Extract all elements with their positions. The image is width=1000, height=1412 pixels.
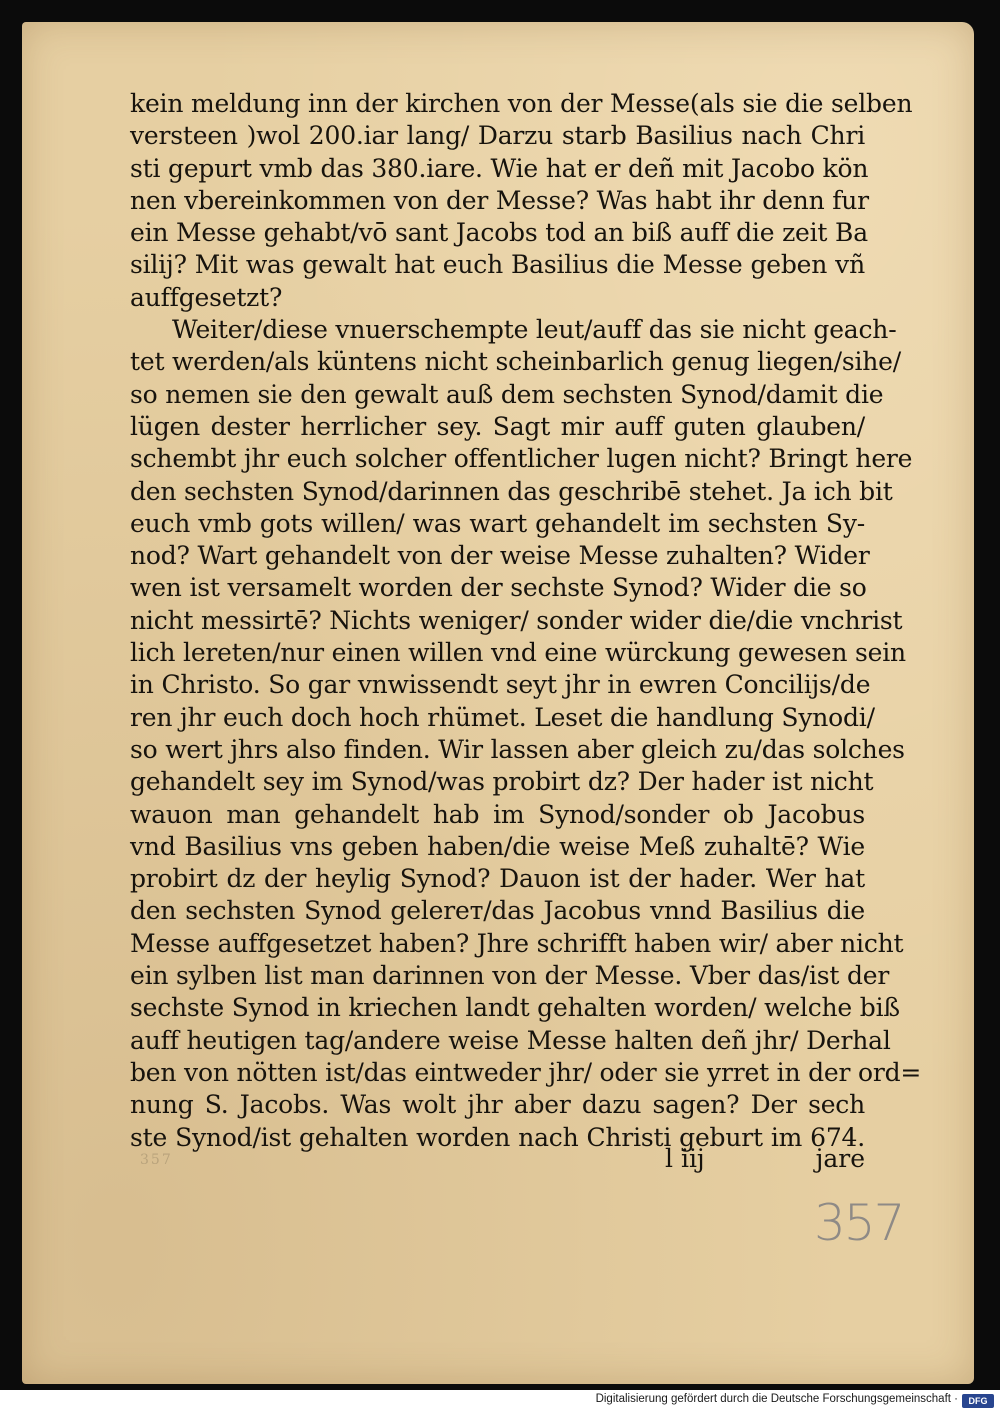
credit-text: Digitalisierung gefördert durch die Deutsche Forschungsgemeinschaft ·	[595, 1393, 958, 1405]
book-page	[22, 22, 974, 1384]
text-line: wauon man gehandelt hab im Synod/sonder ob Jacobus	[130, 799, 865, 829]
text-line: kein meldung inn der kirchen von der Messe(als sie die selben	[130, 89, 913, 118]
text-line: Weiter/diese vnuerschempte leut/auff das sie nicht geach-	[172, 315, 897, 345]
text-line: ein Messe gehabt/vō sant Jacobs tod an biß auff die zeit Ba	[130, 218, 868, 248]
text-line: ein sylben list man darinnen von der Messe. Vber das/ist der	[130, 961, 890, 991]
text-line: silij? Mit was gewalt hat euch Basilius die Messe geben vñ	[130, 250, 865, 280]
text-line: gehandelt sey im Synod/was probirt dz? Der hader ist nicht	[130, 767, 874, 797]
text-line: sechste Synod in kriechen landt gehalten worden/ welche biß	[130, 993, 900, 1023]
text-block	[130, 88, 922, 1154]
page-footer	[130, 1144, 865, 1176]
text-line: nicht messirtē? Nichts weniger/ sonder wider die/die vnchrist	[130, 605, 903, 635]
faint-bleed-through-mark: 357	[140, 1152, 173, 1168]
catchword: jare	[815, 1144, 865, 1173]
text-line: lich lereten/nur einen willen vnd eine würckung gewesen sein	[130, 638, 906, 668]
text-line: nod? Wart gehandelt von der weise Messe zuhalten? Wider	[130, 541, 870, 571]
text-line: versteen )wol 200.iar lang/ Darzu starb Basilius nach Chri	[130, 121, 865, 151]
text-line: ben von nötten ist/das eintweder jhr/ oder sie yrret in der ord=	[130, 1057, 922, 1087]
text-line: lügen dester herrlicher sey. Sagt mir auff guten glauben/	[130, 411, 865, 441]
text-line: vnd Basilius vns geben haben/die weise Meß zuhaltē? Wie	[130, 831, 865, 861]
text-line: in Christo. So gar vnwissendt seyt jhr in ewren Concilijs/de	[130, 670, 871, 700]
text-line: wen ist versamelt worden der sechste Synod? Wider die so	[130, 573, 867, 603]
text-line: tet werden/als küntens nicht scheinbarlich genug liegen/sihe/	[130, 347, 901, 377]
text-line: auff heutigen tag/andere weise Messe halten deñ jhr/ Derhal	[130, 1025, 891, 1055]
signature-mark: l iij	[665, 1144, 705, 1173]
text-line: Messe auffgesetzet haben? Jhre schrifft haben wir/ aber nicht	[130, 928, 904, 958]
text-line: probirt dz der heylig Synod? Dauon ist der hader. Wer hat	[130, 864, 865, 894]
text-line: ste Synod/ist gehalten worden nach Christi geburt im 674.	[130, 1122, 865, 1152]
text-line: ren jhr euch doch hoch rhümet. Leset die handlung Synodi/	[130, 702, 875, 732]
text-line: nen vbereinkommen von der Messe? Was habt ihr denn fur	[130, 185, 869, 215]
text-line: sti gepurt vmb das 380.iare. Wie hat er deñ mit Jacobo kön	[130, 153, 869, 183]
text-line: nung S. Jacobs. Was wolt jhr aber dazu sagen? Der sech	[130, 1090, 865, 1120]
text-line: den sechsten Synod/darinnen das geschribē stehet. Ja ich bit	[130, 476, 893, 506]
text-line: auffgesetzt?	[130, 282, 283, 312]
text-line: euch vmb gots willen/ was wart gehandelt im sechsten Sy-	[130, 508, 865, 538]
text-line: so nemen sie den gewalt auß dem sechsten Synod/damit die	[130, 379, 884, 409]
credit-bar	[0, 1390, 1000, 1412]
handwritten-folio-number: 357	[814, 1194, 904, 1252]
text-line: schembt jhr euch solcher offentlicher lugen nicht? Bringt here	[130, 444, 913, 474]
dfg-logo: DFG	[962, 1394, 994, 1408]
text-line: den sechsten Synod gelerет/das Jacobus vnnd Basilius die	[130, 896, 865, 926]
text-line: so wert jhrs also finden. Wir lassen aber gleich zu/das solches	[130, 734, 905, 764]
